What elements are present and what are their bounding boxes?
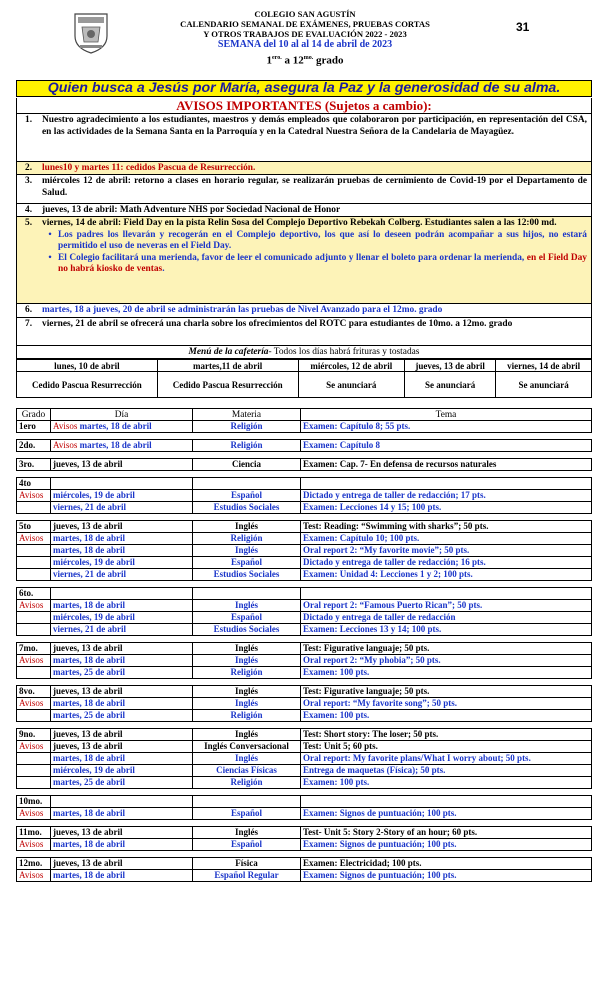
grade-cell bbox=[17, 808, 51, 820]
topic-cell: Test: Unit 5; 60 pts. bbox=[301, 741, 592, 753]
day-cell bbox=[51, 569, 193, 581]
day-text: martes, 18 de abril bbox=[53, 839, 125, 850]
topic-cell: Examen: Unidad 4: Lecciones 1 y 2; 100 pts. bbox=[301, 569, 592, 581]
grade-label: 10mo. bbox=[19, 796, 43, 807]
day-text: martes, 18 de abril bbox=[53, 698, 125, 709]
schedule-row bbox=[17, 533, 592, 545]
schedule-row bbox=[17, 710, 592, 722]
group-spacer bbox=[17, 452, 592, 459]
document-header bbox=[0, 0, 612, 80]
schedule-row bbox=[17, 839, 592, 851]
grade-label: 2do. bbox=[19, 440, 36, 451]
avisos-title: AVISOS IMPORTANTES (Sujetos a cambio): bbox=[16, 98, 592, 114]
topic-cell: Test: Figurative languaje; 50 pts. bbox=[301, 643, 592, 655]
day-text: miércoles, 19 de abril bbox=[53, 490, 135, 501]
grade-label: 6to. bbox=[19, 588, 34, 599]
topic-cell: Examen: Signos de puntuación; 100 pts. bbox=[301, 808, 592, 820]
subject-cell: Español bbox=[193, 612, 301, 624]
day-cell bbox=[51, 698, 193, 710]
day-cell bbox=[51, 521, 193, 533]
grade-cell bbox=[17, 588, 51, 600]
day-cell bbox=[51, 870, 193, 882]
schedule-row bbox=[17, 478, 592, 490]
aviso-item: 7. viernes, 21 de abril se ofrecerá una charla sobre los ofrecimientos del ROTC para estudiantes de 10mo. a 12mo. grado bbox=[16, 318, 592, 346]
grade-label: 8vo. bbox=[19, 686, 35, 697]
day-text: jueves, 13 de abril bbox=[53, 459, 123, 470]
subject-cell: Inglés bbox=[193, 827, 301, 839]
schedule-row bbox=[17, 521, 592, 533]
grade-label: 4to bbox=[19, 478, 31, 489]
topic-cell: Examen: Signos de puntuación; 100 pts. bbox=[301, 839, 592, 851]
topic-cell bbox=[301, 478, 592, 490]
grade-cell bbox=[17, 440, 51, 452]
schedule-row bbox=[17, 729, 592, 741]
day-cell bbox=[51, 710, 193, 722]
subject-cell: Estudios Sociales bbox=[193, 502, 301, 514]
topic-header: Tema bbox=[301, 409, 592, 421]
day-text: jueves, 13 de abril bbox=[53, 686, 123, 697]
schedule-row bbox=[17, 624, 592, 636]
aviso-bullet: • El Colegio facilitará una merienda, favor de leer el comunicado adjunto y llenar el boleto para ordenar la merienda, en el Field Day no habrá kiosko de ventas. bbox=[48, 252, 587, 275]
subject-cell: Ciencias Físicas bbox=[193, 765, 301, 777]
day-text: viernes, 21 de abril bbox=[53, 502, 126, 513]
topic-cell: Examen: Signos de puntuación; 100 pts. bbox=[301, 870, 592, 882]
avisos-label: Avisos bbox=[19, 490, 44, 501]
spacer-cell bbox=[17, 789, 592, 796]
grade-cell bbox=[17, 478, 51, 490]
grade-cell bbox=[17, 545, 51, 557]
subject-cell bbox=[193, 796, 301, 808]
day-cell bbox=[51, 459, 193, 471]
subject-cell: Inglés bbox=[193, 698, 301, 710]
day-text: miércoles, 19 de abril bbox=[53, 557, 135, 568]
topic-cell: Examen: Lecciones 13 y 14; 100 pts. bbox=[301, 624, 592, 636]
aviso-item: 1. Nuestro agradecimiento a los estudiantes, maestros y demás empleados que colaboraron por participación, en representación del CSA, en las actividades de la Semana Santa en la Parroquía y en la Catedral Nuestra Señora de la Candelaria de Mayagüez. bbox=[16, 114, 592, 162]
avisos-label: Avisos bbox=[19, 808, 44, 819]
day-text: jueves, 13 de abril bbox=[53, 827, 123, 838]
day-cell bbox=[51, 796, 193, 808]
group-spacer bbox=[17, 820, 592, 827]
grade-label: 5to bbox=[19, 521, 31, 532]
day-cell bbox=[51, 655, 193, 667]
subject-cell bbox=[193, 588, 301, 600]
subject-cell: Español Regular bbox=[193, 870, 301, 882]
schedule-row bbox=[17, 753, 592, 765]
grade-cell bbox=[17, 827, 51, 839]
aviso-item: 6. martes, 18 a jueves, 20 de abril se administrarán las pruebas de Nivel Avanzado para el 12mo. grado bbox=[16, 304, 592, 318]
grade-cell bbox=[17, 502, 51, 514]
day-text: jueves, 13 de abril bbox=[53, 741, 123, 752]
grade-cell bbox=[17, 686, 51, 698]
school-crest-logo bbox=[72, 10, 110, 54]
day-cell bbox=[51, 808, 193, 820]
day-text: jueves, 13 de abril bbox=[53, 729, 123, 740]
subject-cell: Estudios Sociales bbox=[193, 569, 301, 581]
day-header: Día bbox=[51, 409, 193, 421]
subject-cell: Inglés bbox=[193, 729, 301, 741]
motto-banner: Quien busca a Jesús por María, asegura la Paz y la generosidad de su alma. bbox=[16, 80, 592, 97]
header-line-3: Y OTROS TRABAJOS DE EVALUACIÓN 2022 - 2023 bbox=[203, 29, 407, 39]
aviso-text: jueves, 13 de abril: Math Adventure NHS por Sociedad Nacional de Honor bbox=[42, 205, 341, 215]
menu-day: jueves, 13 de abril bbox=[405, 360, 496, 372]
day-text: miércoles, 19 de abril bbox=[53, 612, 135, 623]
grade-cell bbox=[17, 870, 51, 882]
schedule-row bbox=[17, 765, 592, 777]
day-text: martes, 18 de abril bbox=[77, 440, 152, 451]
topic-cell: Examen: 100 pts. bbox=[301, 777, 592, 789]
grade-cell bbox=[17, 624, 51, 636]
subject-cell: Inglés bbox=[193, 655, 301, 667]
grade-cell bbox=[17, 612, 51, 624]
day-text: martes, 18 de abril bbox=[53, 655, 125, 666]
spacer-cell bbox=[17, 471, 592, 478]
grade-cell bbox=[17, 557, 51, 569]
day-text: martes, 18 de abril bbox=[53, 870, 125, 881]
schedule-row bbox=[17, 557, 592, 569]
menu-item: Cedido Pascua Resurrección bbox=[157, 372, 298, 398]
day-text: martes, 18 de abril bbox=[77, 421, 152, 432]
aviso-text: martes, 18 a jueves, 20 de abril se administrarán las pruebas de Nivel Avanzado para el 12mo. grado bbox=[42, 305, 443, 315]
spacer-cell bbox=[17, 722, 592, 729]
grade-cell bbox=[17, 839, 51, 851]
avisos-label: Avisos bbox=[19, 698, 44, 709]
subject-cell: Religión bbox=[193, 667, 301, 679]
subject-cell: Religión bbox=[193, 440, 301, 452]
day-text: martes, 25 de abril bbox=[53, 710, 125, 721]
grade-cell bbox=[17, 796, 51, 808]
schedule-row bbox=[17, 600, 592, 612]
avisos-label: Avisos bbox=[19, 870, 44, 881]
subject-cell: Inglés bbox=[193, 545, 301, 557]
grade-cell bbox=[17, 698, 51, 710]
grade-cell bbox=[17, 667, 51, 679]
day-cell bbox=[51, 839, 193, 851]
schedule-row bbox=[17, 569, 592, 581]
schedule-row bbox=[17, 741, 592, 753]
grade-cell bbox=[17, 655, 51, 667]
day-cell bbox=[51, 643, 193, 655]
avisos-label: Avisos bbox=[19, 839, 44, 850]
subject-cell: Religión bbox=[193, 777, 301, 789]
grade-cell bbox=[17, 490, 51, 502]
schedule-row bbox=[17, 870, 592, 882]
day-text: martes, 18 de abril bbox=[53, 545, 125, 556]
schedule-row bbox=[17, 686, 592, 698]
grade-label: 3ro. bbox=[19, 459, 35, 470]
day-cell bbox=[51, 440, 193, 452]
topic-cell bbox=[301, 588, 592, 600]
group-spacer bbox=[17, 851, 592, 858]
grade-label: 9no. bbox=[19, 729, 36, 740]
subject-cell: Religión bbox=[193, 710, 301, 722]
topic-cell: Examen: Lecciones 14 y 15; 100 pts. bbox=[301, 502, 592, 514]
subject-cell: Español bbox=[193, 808, 301, 820]
group-spacer bbox=[17, 471, 592, 478]
schedule-row bbox=[17, 440, 592, 452]
day-cell bbox=[51, 686, 193, 698]
grade-cell bbox=[17, 777, 51, 789]
group-spacer bbox=[17, 722, 592, 729]
topic-cell: Oral report 2: “My phobia”; 50 pts. bbox=[301, 655, 592, 667]
grade-cell bbox=[17, 765, 51, 777]
subject-cell: Inglés bbox=[193, 521, 301, 533]
school-name: COLEGIO SAN AGUSTÍN bbox=[254, 9, 356, 19]
topic-cell: Test: Figurative languaje; 50 pts. bbox=[301, 686, 592, 698]
day-cell bbox=[51, 421, 193, 433]
spacer-cell bbox=[17, 581, 592, 588]
topic-cell: Test: Reading: “Swimming with sharks”; 50 pts. bbox=[301, 521, 592, 533]
aviso-text: viernes, 21 de abril se ofrecerá una charla sobre los ofrecimientos del ROTC para estudiantes de 10mo. a 12mo. grado bbox=[42, 319, 513, 329]
menu-item: Se anunciará bbox=[298, 372, 404, 398]
topic-cell: Oral report: My favorite plans/What I worry about; 50 pts. bbox=[301, 753, 592, 765]
grade-label: 7mo. bbox=[19, 643, 38, 654]
page-number: 31 bbox=[516, 20, 530, 34]
aviso-item: 2. lunes10 y martes 11: cedidos Pascua de Resurrección. bbox=[16, 162, 592, 175]
day-cell bbox=[51, 557, 193, 569]
subject-cell: Ciencia bbox=[193, 459, 301, 471]
day-text: martes, 18 de abril bbox=[53, 753, 125, 764]
topic-cell: Examen: Capítulo 10; 100 pts. bbox=[301, 533, 592, 545]
grade-label: 11mo. bbox=[19, 827, 42, 838]
day-cell bbox=[51, 478, 193, 490]
group-spacer bbox=[17, 514, 592, 521]
aviso-text: viernes, 14 de abril: Field Day en la pista Relin Sosa del Complejo Deportivo Rebekah Colberg. Estudiantes salen a las 12:00 md. bbox=[42, 218, 557, 228]
subject-cell bbox=[193, 478, 301, 490]
day-text: jueves, 13 de abril bbox=[53, 858, 123, 869]
day-text: viernes, 21 de abril bbox=[53, 569, 126, 580]
day-cell bbox=[51, 741, 193, 753]
grade-label: 1ero bbox=[19, 421, 36, 432]
aviso-text: lunes10 y martes 11: cedidos Pascua de Resurrección. bbox=[42, 163, 256, 173]
subject-cell: Inglés Conversacional bbox=[193, 741, 301, 753]
topic-cell: Entrega de maquetas (Física); 50 pts. bbox=[301, 765, 592, 777]
group-spacer bbox=[17, 433, 592, 440]
subject-cell: Inglés bbox=[193, 643, 301, 655]
schedule-header-row bbox=[17, 409, 592, 421]
topic-cell: Examen: Capítulo 8; 55 pts. bbox=[301, 421, 592, 433]
topic-cell: Dictado y entrega de taller de redacción bbox=[301, 612, 592, 624]
day-text: miércoles, 19 de abril bbox=[53, 765, 135, 776]
grade-cell bbox=[17, 521, 51, 533]
day-cell bbox=[51, 533, 193, 545]
grade-cell bbox=[17, 741, 51, 753]
spacer-cell bbox=[17, 452, 592, 459]
schedule-row bbox=[17, 698, 592, 710]
group-spacer bbox=[17, 679, 592, 686]
grade-cell bbox=[17, 729, 51, 741]
subject-cell: Inglés bbox=[193, 753, 301, 765]
subject-cell: Español bbox=[193, 490, 301, 502]
schedule-row bbox=[17, 421, 592, 433]
group-spacer bbox=[17, 636, 592, 643]
menu-item: Se anunciará bbox=[496, 372, 592, 398]
topic-cell: Oral report 2: “My favorite movie”; 50 pts. bbox=[301, 545, 592, 557]
schedule-row bbox=[17, 858, 592, 870]
day-cell bbox=[51, 858, 193, 870]
grade-cell bbox=[17, 533, 51, 545]
day-cell bbox=[51, 624, 193, 636]
schedule-row bbox=[17, 808, 592, 820]
schedule-row bbox=[17, 490, 592, 502]
schedule-row bbox=[17, 612, 592, 624]
day-cell bbox=[51, 545, 193, 557]
grade-label: 12mo. bbox=[19, 858, 43, 869]
aviso-text: Nuestro agradecimiento a los estudiantes, maestros y demás empleados que colaboraron por participación, en representación del CSA, en las actividades de la Semana Santa en la Parroquía y en la Catedral Nuestra Señora de la Candelaria de Mayagüez. bbox=[42, 115, 587, 137]
aviso-item: 4. jueves, 13 de abril: Math Adventure NHS por Sociedad Nacional de Honor bbox=[16, 204, 592, 217]
spacer-cell bbox=[17, 820, 592, 827]
cafeteria-menu-table bbox=[16, 359, 592, 398]
aviso-item: 5. viernes, 14 de abril: Field Day en la pista Relin Sosa del Complejo Deportivo Rebekah Colberg. Estudiantes salen a las 12:00 md. • Los padres los llevarán y recogerán en el Complejo deportivo, los que así lo deseen podrán acompañar a sus hijos, no estará permitido el uso de neveras en el Field Day. • El Colegio facilitará una merienda, favor de leer el comunicado adjunto y llenar el boleto para ordenar la merienda, en el Field Day no habrá kiosko de ventas. bbox=[16, 217, 592, 304]
subject-cell: Español bbox=[193, 557, 301, 569]
schedule-row bbox=[17, 588, 592, 600]
avisos-label: Avisos bbox=[19, 655, 44, 666]
spacer-cell bbox=[17, 679, 592, 686]
grade-cell bbox=[17, 421, 51, 433]
avisos-label: Avisos bbox=[53, 421, 78, 432]
day-text: martes, 25 de abril bbox=[53, 667, 125, 678]
day-text: viernes, 21 de abril bbox=[53, 624, 126, 635]
day-text: martes, 18 de abril bbox=[53, 600, 125, 611]
week-range: SEMANA del 10 al al 14 de abril de 2023 bbox=[217, 39, 393, 50]
day-cell bbox=[51, 827, 193, 839]
topic-cell: Examen: Capítulo 8 bbox=[301, 440, 592, 452]
group-spacer bbox=[17, 789, 592, 796]
topic-cell bbox=[301, 796, 592, 808]
topic-cell: Test: Short story: The loser; 50 pts. bbox=[301, 729, 592, 741]
menu-item: Cedido Pascua Resurrección bbox=[17, 372, 158, 398]
day-text: martes, 18 de abril bbox=[53, 533, 125, 544]
topic-cell: Test- Unit 5: Story 2-Story of an hour; 60 pts. bbox=[301, 827, 592, 839]
topic-cell: Examen: Electricidad; 100 pts. bbox=[301, 858, 592, 870]
menu-day: viernes, 14 de abril bbox=[496, 360, 592, 372]
topic-cell: Examen: Cap. 7- En defensa de recursos naturales bbox=[301, 459, 592, 471]
avisos-label: Avisos bbox=[53, 440, 78, 451]
aviso-text: miércoles 12 de abril: retorno a clases en horario regular, se realizarán pruebas de cernimiento de Covid-19 por el Departamento de Salud. bbox=[42, 176, 587, 198]
schedule-row bbox=[17, 777, 592, 789]
grade-header: Grado bbox=[17, 409, 51, 421]
subject-cell: Religión bbox=[193, 421, 301, 433]
avisos-label: Avisos bbox=[19, 600, 44, 611]
subject-cell: Física bbox=[193, 858, 301, 870]
aviso-item: 3. miércoles 12 de abril: retorno a clases en horario regular, se realizarán pruebas de cernimiento de Covid-19 por el Departamento de Salud. bbox=[16, 175, 592, 204]
schedule-row bbox=[17, 827, 592, 839]
topic-cell: Oral report: “My favorite song”; 50 pts. bbox=[301, 698, 592, 710]
avisos-label: Avisos bbox=[19, 533, 44, 544]
subject-cell: Religión bbox=[193, 533, 301, 545]
group-spacer bbox=[17, 581, 592, 588]
topic-cell: Oral report 2: “Famous Puerto Rican”; 50 pts. bbox=[301, 600, 592, 612]
day-cell bbox=[51, 777, 193, 789]
schedule-row bbox=[17, 643, 592, 655]
cafeteria-menu-title: Menú de la cafetería- Todos los días habrá frituras y tostadas bbox=[16, 346, 592, 359]
subject-cell: Estudios Sociales bbox=[193, 624, 301, 636]
schedule-row bbox=[17, 655, 592, 667]
menu-day: miércoles, 12 de abril bbox=[298, 360, 404, 372]
topic-cell: Dictado y entrega de taller de redacción; 16 pts. bbox=[301, 557, 592, 569]
grade-cell bbox=[17, 600, 51, 612]
subject-cell: Inglés bbox=[193, 600, 301, 612]
grade-cell bbox=[17, 858, 51, 870]
grade-cell bbox=[17, 753, 51, 765]
topic-cell: Examen: 100 pts. bbox=[301, 710, 592, 722]
menu-item: Se anunciará bbox=[405, 372, 496, 398]
menu-day: martes,11 de abril bbox=[157, 360, 298, 372]
spacer-cell bbox=[17, 514, 592, 521]
spacer-cell bbox=[17, 636, 592, 643]
day-cell bbox=[51, 765, 193, 777]
day-cell bbox=[51, 588, 193, 600]
grade-cell bbox=[17, 710, 51, 722]
day-text: jueves, 13 de abril bbox=[53, 643, 123, 654]
day-text: martes, 18 de abril bbox=[53, 808, 125, 819]
grade-cell bbox=[17, 459, 51, 471]
day-cell bbox=[51, 667, 193, 679]
schedule-row bbox=[17, 667, 592, 679]
grade-cell bbox=[17, 569, 51, 581]
day-cell bbox=[51, 729, 193, 741]
grade-range: $1^{ero.}$ a $12^{mo.}$ grado bbox=[266, 54, 344, 67]
schedule-row bbox=[17, 796, 592, 808]
day-text: jueves, 13 de abril bbox=[53, 521, 123, 532]
header-line-2: CALENDARIO SEMANAL DE EXÁMENES, PRUEBAS CORTAS bbox=[180, 19, 430, 29]
menu-day: lunes, 10 de abril bbox=[17, 360, 158, 372]
day-cell bbox=[51, 612, 193, 624]
day-cell bbox=[51, 490, 193, 502]
topic-cell: Dictado y entrega de taller de redacción; 17 pts. bbox=[301, 490, 592, 502]
exam-schedule-table bbox=[16, 408, 592, 882]
schedule-row bbox=[17, 502, 592, 514]
avisos-label: Avisos bbox=[19, 741, 44, 752]
topic-cell: Examen: 100 pts. bbox=[301, 667, 592, 679]
spacer-cell bbox=[17, 433, 592, 440]
subject-header: Materia bbox=[193, 409, 301, 421]
spacer-cell bbox=[17, 851, 592, 858]
day-cell bbox=[51, 753, 193, 765]
subject-cell: Inglés bbox=[193, 686, 301, 698]
day-cell bbox=[51, 600, 193, 612]
subject-cell: Español bbox=[193, 839, 301, 851]
day-text: martes, 25 de abril bbox=[53, 777, 125, 788]
schedule-row bbox=[17, 459, 592, 471]
aviso-bullet: • Los padres los llevarán y recogerán en el Complejo deportivo, los que así lo deseen podrán acompañar a sus hijos, no estará permitido el uso de neveras en el Field Day. bbox=[48, 229, 587, 252]
day-cell bbox=[51, 502, 193, 514]
grade-cell bbox=[17, 643, 51, 655]
schedule-row bbox=[17, 545, 592, 557]
